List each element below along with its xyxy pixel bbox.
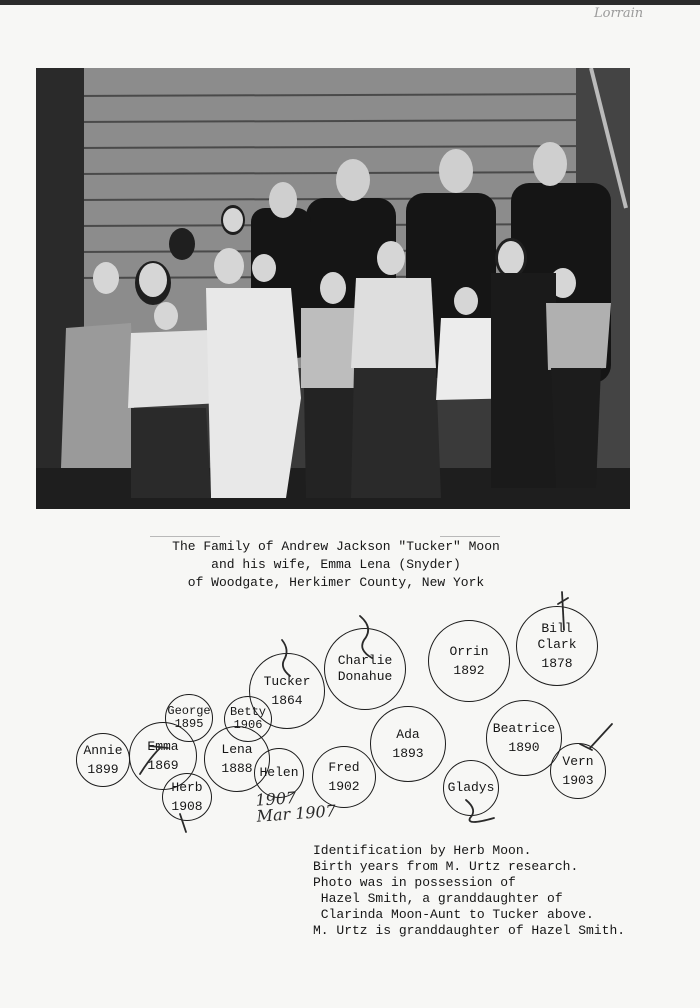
notes-line-4: Hazel Smith, a granddaughter of	[313, 891, 563, 906]
person-name: George	[167, 704, 211, 718]
person-year: 1893	[392, 745, 424, 761]
corner-handwritten-note: Lorrain	[594, 6, 644, 21]
person-year: 1890	[508, 739, 540, 755]
person-year: 1869	[147, 757, 179, 773]
key-circle-herb[interactable]	[162, 773, 212, 821]
person-year: 1902	[328, 778, 360, 794]
caption-line-2: and his wife, Emma Lena (Snyder)	[211, 557, 461, 572]
person-year: 1892	[453, 662, 485, 678]
key-circle-orrin[interactable]	[428, 620, 510, 702]
person-year: 1908	[171, 798, 203, 814]
pen-tick-mark	[558, 598, 568, 604]
person-name: Beatrice	[492, 720, 556, 736]
caption-rule-left	[150, 536, 220, 537]
identification-notes	[313, 843, 625, 939]
top-edge-shadow	[0, 0, 700, 5]
person-name: Fred	[328, 759, 360, 775]
caption-line-1: The Family of Andrew Jackson "Tucker" Moon	[172, 539, 500, 554]
notes-line-5: Clarinda Moon-Aunt to Tucker above.	[313, 907, 594, 922]
person-year: 1888	[221, 760, 253, 776]
key-circle-ada[interactable]	[370, 706, 446, 782]
notes-line-3: Photo was in possession of	[313, 875, 516, 890]
key-circle-charlie-donahue[interactable]	[324, 628, 406, 710]
pen-tick-mark	[590, 724, 612, 748]
person-name: Emma	[147, 738, 179, 754]
notes-line-2: Birth years from M. Urtz research.	[313, 859, 579, 874]
person-year: 1864	[271, 692, 303, 708]
person-year: 1906	[233, 718, 263, 732]
person-name: Gladys	[447, 780, 495, 795]
notes-line-1: Identification by Herb Moon.	[313, 843, 532, 858]
photo-caption	[0, 538, 672, 592]
person-name: Lena	[221, 741, 253, 757]
person-name: Ada	[396, 726, 420, 742]
person-name: Orrin	[449, 643, 489, 659]
person-name: Betty	[229, 705, 266, 719]
person-year: 1899	[87, 761, 119, 777]
person-year: 1903	[562, 772, 594, 788]
person-name: Vern	[562, 753, 594, 769]
person-name: Helen	[259, 765, 299, 780]
person-year: 1895	[174, 717, 204, 731]
caption-line-3: of Woodgate, Herkimer County, New York	[187, 575, 485, 590]
caption-rule-right	[440, 536, 500, 537]
key-circle-vern[interactable]	[550, 743, 606, 799]
person-year: 1878	[541, 655, 573, 671]
key-circle-gladys[interactable]	[443, 760, 499, 816]
key-circle-annie[interactable]	[76, 733, 130, 787]
handwritten-date-note: 1907 Mar 1907	[254, 787, 337, 826]
photo-illustration	[36, 68, 630, 509]
person-name: Charlie Donahue	[337, 653, 393, 684]
key-circle-bill-clark[interactable]	[516, 606, 598, 686]
notes-line-6: M. Urtz is granddaughter of Hazel Smith.	[313, 923, 626, 938]
person-name: Tucker	[263, 673, 311, 689]
person-name: Bill Clark	[537, 620, 577, 652]
person-name: Herb	[171, 779, 203, 795]
person-name: Annie	[83, 742, 123, 758]
family-photograph	[36, 68, 630, 509]
